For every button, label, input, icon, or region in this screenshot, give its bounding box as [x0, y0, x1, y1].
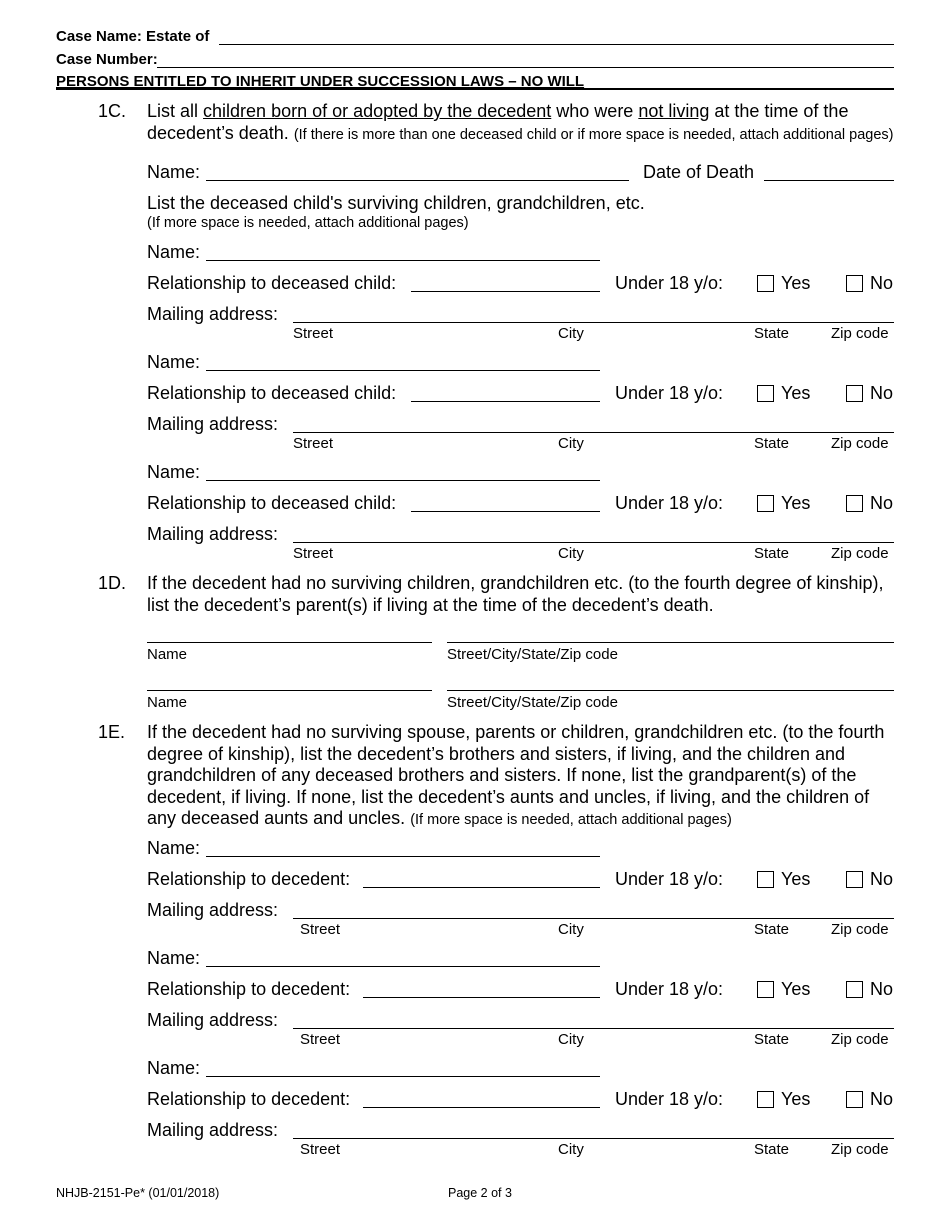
entry-name-field[interactable]	[206, 1076, 600, 1077]
surviving-descendants-text: List the deceased child's surviving children, grandchildren, etc.	[147, 193, 645, 213]
relationship-field[interactable]	[363, 887, 600, 888]
mailing-address-label: Mailing address:	[147, 1010, 279, 1030]
under-18-yes-checkbox[interactable]	[757, 495, 774, 512]
entry-name-field[interactable]	[206, 260, 600, 261]
mailing-address-label: Mailing address:	[147, 1120, 279, 1140]
entry-name-label: Name:	[147, 462, 201, 482]
deceased-child-name-label: Name:	[147, 162, 201, 182]
surviving-descendants-note: (If more space is needed, attach additional pages)	[147, 215, 469, 231]
no-label: No	[870, 383, 894, 403]
no-label: No	[870, 869, 894, 889]
relationship-field[interactable]	[363, 997, 600, 998]
section-1d-text: If the decedent had no surviving children, grandchildren etc. (to the fourth degree of kinship), list the decedent’s parent(s) if living at the time of the decedent’s death.	[147, 573, 884, 615]
under-18-label: Under 18 y/o:	[615, 869, 724, 889]
street-caption: Street	[293, 325, 334, 342]
street-caption: Street	[300, 1141, 341, 1158]
state-caption: State	[754, 921, 790, 938]
state-caption: State	[754, 435, 790, 452]
yes-label: Yes	[781, 273, 811, 293]
under-18-label: Under 18 y/o:	[615, 273, 724, 293]
mailing-address-field[interactable]	[293, 1028, 894, 1029]
no-label: No	[870, 273, 894, 293]
entry-name-label: Name:	[147, 948, 201, 968]
mailing-address-label: Mailing address:	[147, 414, 279, 434]
city-caption: City	[558, 435, 584, 452]
case-name-field[interactable]	[219, 44, 894, 45]
under-18-no-checkbox[interactable]	[846, 871, 863, 888]
no-label: No	[870, 979, 894, 999]
under-18-no-checkbox[interactable]	[846, 275, 863, 292]
mailing-address-label: Mailing address:	[147, 524, 279, 544]
mailing-address-label: Mailing address:	[147, 304, 279, 324]
mailing-address-field[interactable]	[293, 918, 894, 919]
section-title: PERSONS ENTITLED TO INHERIT UNDER SUCCESSION LAWS – NO WILL	[56, 73, 585, 90]
no-label: No	[870, 1089, 894, 1109]
state-caption: State	[754, 1141, 790, 1158]
date-of-death-label: Date of Death	[643, 162, 755, 182]
mailing-address-field[interactable]	[293, 322, 894, 323]
form-id: NHJB-2151-Pe* (01/01/2018)	[56, 1186, 220, 1200]
mailing-address-field[interactable]	[293, 542, 894, 543]
relationship-label: Relationship to decedent:	[147, 979, 351, 999]
relationship-field[interactable]	[411, 291, 600, 292]
section-1c-number: 1C.	[98, 101, 127, 121]
entry-name-field[interactable]	[206, 856, 600, 857]
street-caption: Street	[293, 435, 334, 452]
yes-label: Yes	[781, 383, 811, 403]
zip-caption: Zip code	[831, 1031, 889, 1048]
under-18-label: Under 18 y/o:	[615, 1089, 724, 1109]
state-caption: State	[754, 1031, 790, 1048]
case-number-label: Case Number:	[56, 51, 158, 68]
case-name-label: Case Name: Estate of	[56, 28, 210, 45]
under-18-label: Under 18 y/o:	[615, 493, 724, 513]
address-caption: Street/City/State/Zip code	[447, 646, 618, 663]
yes-label: Yes	[781, 493, 811, 513]
entry-name-field[interactable]	[206, 370, 600, 371]
relationship-label: Relationship to decedent:	[147, 869, 351, 889]
deceased-child-name-field[interactable]	[206, 180, 629, 181]
under-18-yes-checkbox[interactable]	[757, 981, 774, 998]
under-18-no-checkbox[interactable]	[846, 1091, 863, 1108]
under-18-yes-checkbox[interactable]	[757, 275, 774, 292]
name-caption: Name	[147, 694, 188, 711]
mailing-address-field[interactable]	[293, 432, 894, 433]
section-1c-text: List all children born of or adopted by the decedent who were not living at the time of the decedent’s death. (If there is more than one deceased child or if more space is needed, attach additional pages)	[147, 101, 894, 143]
zip-caption: Zip code	[831, 1141, 889, 1158]
relationship-label: Relationship to deceased child:	[147, 493, 397, 513]
zip-caption: Zip code	[831, 325, 889, 342]
under-18-yes-checkbox[interactable]	[757, 871, 774, 888]
entry-name-label: Name:	[147, 352, 201, 372]
section-1e-text: If the decedent had no surviving spouse, parents or children, grandchildren etc. (to the fourth degree of kinship), list the decedent’s brothers and sisters, if living, and the children and grandchildren of any deceased brothers and sisters. If none, list the grandparent(s) of the decedent, if living. If none, list the decedent’s aunts and uncles, if living, and the children of any deceased aunts and uncles. (If more space is needed, attach additional pages)	[147, 722, 885, 828]
relationship-field[interactable]	[411, 401, 600, 402]
under-18-yes-checkbox[interactable]	[757, 385, 774, 402]
mailing-address-label: Mailing address:	[147, 900, 279, 920]
under-18-yes-checkbox[interactable]	[757, 1091, 774, 1108]
section-1d-number: 1D.	[98, 573, 127, 593]
street-caption: Street	[300, 1031, 341, 1048]
date-of-death-field[interactable]	[764, 180, 894, 181]
under-18-label: Under 18 y/o:	[615, 979, 724, 999]
parent-name-field[interactable]	[147, 690, 432, 691]
under-18-no-checkbox[interactable]	[846, 981, 863, 998]
under-18-no-checkbox[interactable]	[846, 385, 863, 402]
no-label: No	[870, 493, 894, 513]
city-caption: City	[558, 921, 584, 938]
city-caption: City	[558, 545, 584, 562]
entry-name-label: Name:	[147, 1058, 201, 1078]
city-caption: City	[558, 1141, 584, 1158]
street-caption: Street	[293, 545, 334, 562]
entry-name-label: Name:	[147, 242, 201, 262]
page-number: Page 2 of 3	[448, 1186, 512, 1200]
relationship-field[interactable]	[363, 1107, 600, 1108]
under-18-label: Under 18 y/o:	[615, 383, 724, 403]
section-divider	[56, 88, 894, 90]
city-caption: City	[558, 325, 584, 342]
state-caption: State	[754, 325, 790, 342]
zip-caption: Zip code	[831, 545, 889, 562]
entry-name-field[interactable]	[206, 966, 600, 967]
entry-name-label: Name:	[147, 838, 201, 858]
name-caption: Name	[147, 646, 188, 663]
zip-caption: Zip code	[831, 435, 889, 452]
zip-caption: Zip code	[831, 921, 889, 938]
city-caption: City	[558, 1031, 584, 1048]
street-caption: Street	[300, 921, 341, 938]
parent-address-field[interactable]	[447, 642, 894, 643]
relationship-field[interactable]	[411, 511, 600, 512]
case-number-field[interactable]	[157, 67, 894, 68]
address-caption: Street/City/State/Zip code	[447, 694, 618, 711]
yes-label: Yes	[781, 869, 811, 889]
yes-label: Yes	[781, 1089, 811, 1109]
yes-label: Yes	[781, 979, 811, 999]
mailing-address-field[interactable]	[293, 1138, 894, 1139]
relationship-label: Relationship to deceased child:	[147, 273, 397, 293]
entry-name-field[interactable]	[206, 480, 600, 481]
under-18-no-checkbox[interactable]	[846, 495, 863, 512]
relationship-label: Relationship to deceased child:	[147, 383, 397, 403]
section-1e-number: 1E.	[98, 722, 126, 742]
parent-address-field[interactable]	[447, 690, 894, 691]
parent-name-field[interactable]	[147, 642, 432, 643]
state-caption: State	[754, 545, 790, 562]
relationship-label: Relationship to decedent:	[147, 1089, 351, 1109]
